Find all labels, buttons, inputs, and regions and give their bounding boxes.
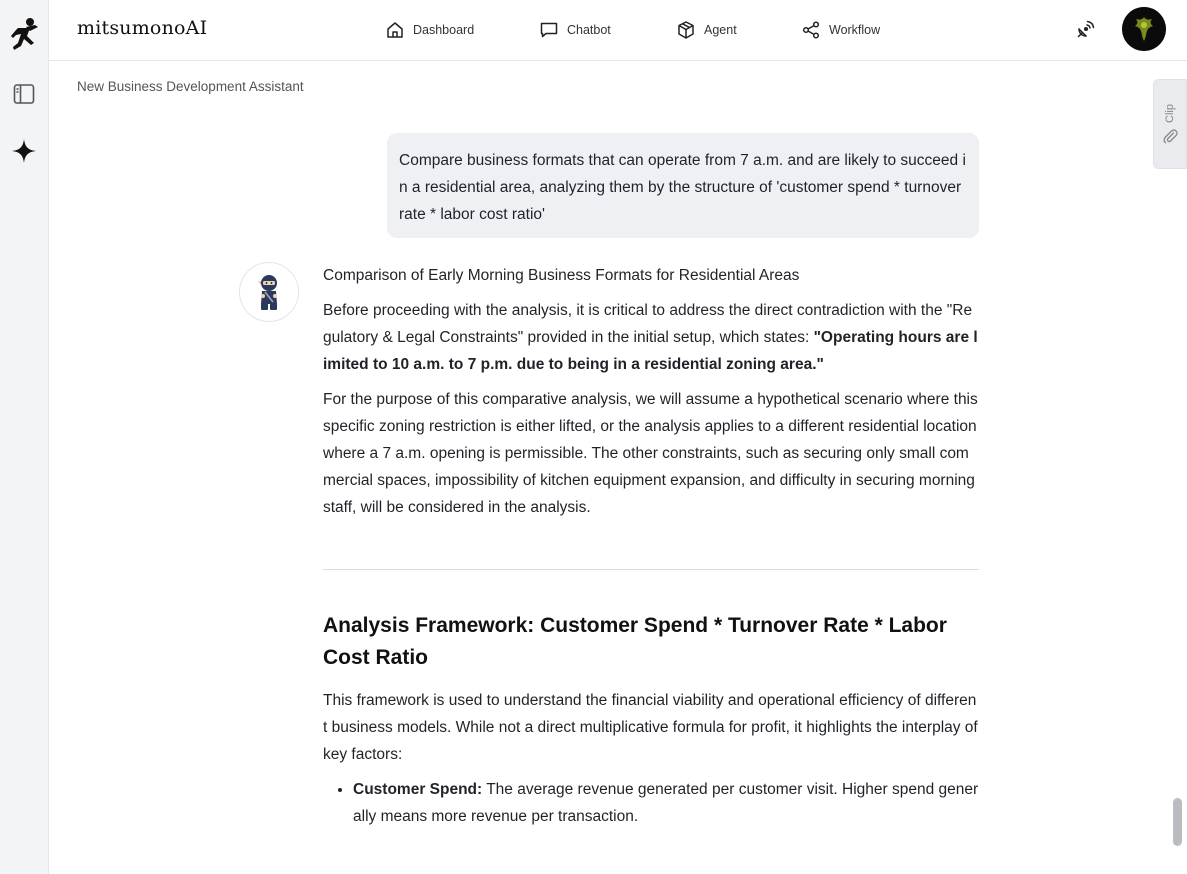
- bullet-list: [323, 776, 979, 830]
- section-heading: Analysis Framework: Customer Spend * Turnover Rate * Labor Cost Ratio: [323, 614, 947, 669]
- runner-logo-icon[interactable]: [8, 16, 40, 52]
- ninja-avatar-icon: [254, 272, 284, 312]
- list-item-text: The average revenue generated per customer visit. Higher spend generally means more revenue per transaction.: [353, 781, 979, 825]
- answer-paragraph: This framework is used to understand the financial viability and operational efficiency of different business models. While not a direct multiplicative formula for profit, it highlights the interplay of key factors:: [323, 692, 978, 763]
- top-header: [49, 0, 1187, 61]
- user-message: Compare business formats that can operate from 7 a.m. and are likely to succeed in a residential area, analyzing them by the structure of 'customer spend * turnover rate * labor cost ratio': [387, 133, 979, 238]
- brand-name[interactable]: mitsumonoAI: [77, 17, 208, 39]
- nav-workflow[interactable]: [801, 18, 880, 42]
- satellite-signal-icon[interactable]: [1075, 18, 1097, 40]
- nav-workflow-label: Workflow: [829, 23, 881, 37]
- nav-chatbot[interactable]: [539, 18, 611, 42]
- nav-dashboard-label: Dashboard: [413, 23, 475, 37]
- chat-icon: [539, 20, 559, 40]
- sparkle-icon[interactable]: [11, 138, 37, 164]
- paperclip-icon: [1162, 128, 1178, 144]
- home-icon: [385, 20, 405, 40]
- list-item: [353, 776, 979, 830]
- clip-label: Clip: [1164, 103, 1176, 123]
- answer-paragraph: [323, 297, 979, 378]
- avatar-figure-icon: [1122, 7, 1166, 51]
- breadcrumb[interactable]: New Business Development Assistant: [77, 79, 304, 94]
- user-avatar[interactable]: [1122, 7, 1166, 51]
- answer-paragraph-text: Before proceeding with the analysis, it is critical to address the direct contradiction with the "Regulatory & Legal Constraints" provided in the initial setup, which states:: [323, 302, 973, 346]
- assistant-avatar: [239, 262, 299, 322]
- scrollbar-track: [1169, 170, 1187, 874]
- answer-paragraph: For the purpose of this comparative analysis, we will assume a hypothetical scenario where this specific zoning restriction is either lifted, or the analysis applies to a different residential location where a 7 a.m. opening is permissible. The other constraints, such as securing only small commercial spaces, impossibility of kitchen equipment expansion, and difficulty in securing morning staff, will be considered in the analysis.: [323, 391, 978, 516]
- answer-title: Comparison of Early Morning Business Formats for Residential Areas: [323, 267, 800, 284]
- nav-dashboard[interactable]: [385, 18, 474, 42]
- list-item-label: Customer Spend:: [353, 781, 483, 798]
- sidebar-toggle-icon[interactable]: [12, 82, 36, 106]
- nav-chatbot-label: Chatbot: [567, 23, 611, 37]
- scrollbar-thumb[interactable]: [1173, 798, 1182, 846]
- assistant-message: [323, 262, 979, 830]
- clip-tab[interactable]: [1153, 79, 1187, 169]
- cube-icon: [676, 20, 696, 40]
- answer-paragraph-bold: "Operating hours are limited to 10 a.m. to 7 p.m. due to being in a residential zoning area.": [323, 329, 978, 373]
- left-rail: [0, 0, 49, 874]
- nav-agent-label: Agent: [704, 23, 737, 37]
- divider: [323, 569, 979, 570]
- nav-agent[interactable]: [676, 18, 737, 42]
- share-nodes-icon: [801, 20, 821, 40]
